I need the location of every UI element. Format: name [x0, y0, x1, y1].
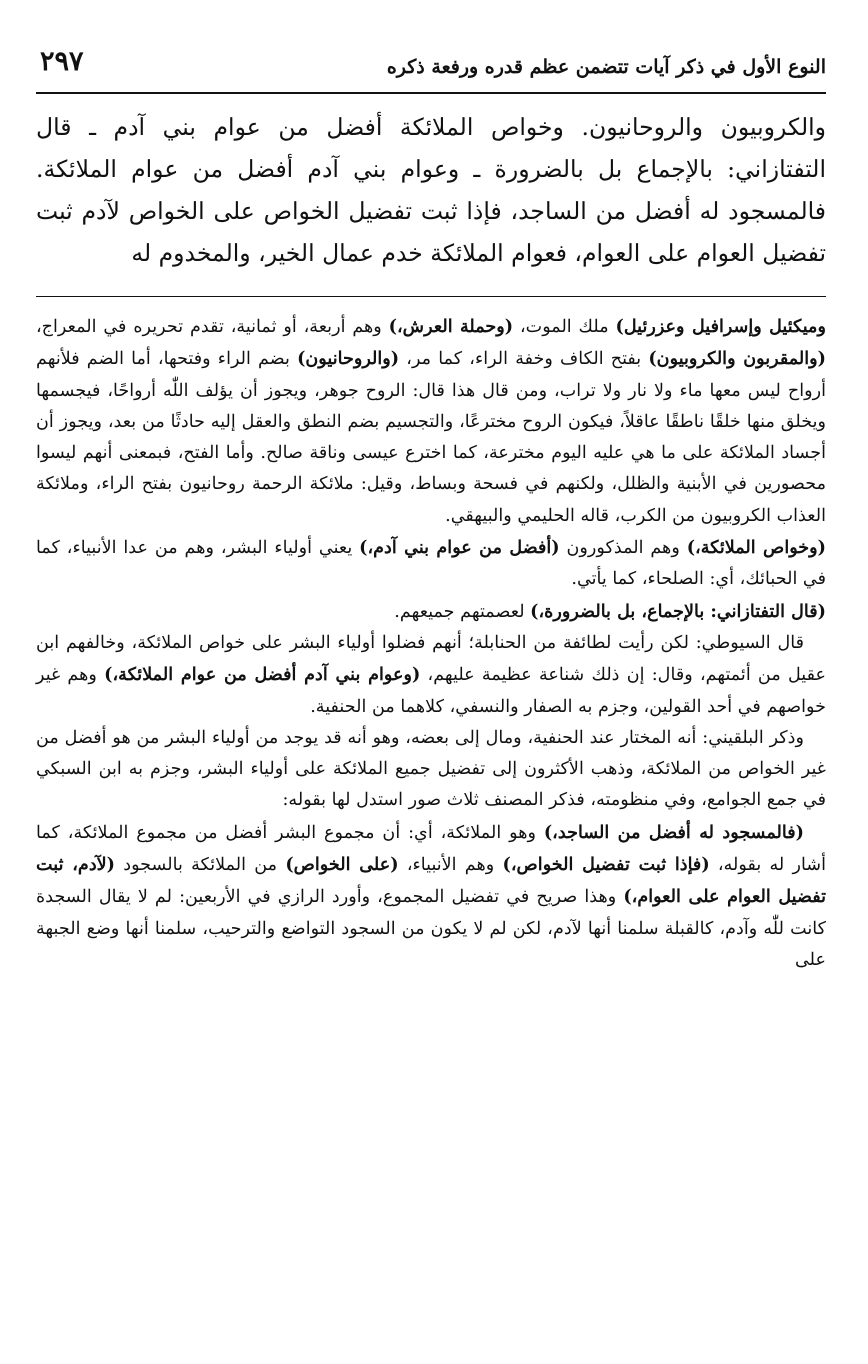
quoted-lemma: وميكئيل وإسرافيل وعزرئيل) [615, 316, 826, 337]
commentary [36, 311, 826, 976]
commentary-paragraph [36, 628, 826, 723]
main-text-paragraph: والكروبيون والروحانيون. وخواص الملائكة أفضل من عوام بني آدم ـ قال التفتازاني: بالإجماع بل بالضرورة ـ وعوام بني آدم أفضل من عوام الملائكة. فالمسجود له أفضل من الساجد، فإذا ثبت تفضيل الخواص على الخواص لآدم ثبت تفضيل العوام على العوام، فعوام الملائكة خدم عمال الخير، والمخدوم له [36, 113, 826, 267]
commentary-text: من الملائكة بالسجود [115, 855, 286, 876]
commentary-text: وهذا صريح في تفضيل المجموع، وأورد الرازي في الأربعين: لم لا يقال السجدة كانت للّٰه وآدم، كالقبلة سلمنا أنها لآدم، لكن لم لا يكون من السجود التواضع والترحيب، سلمنا أنها وضع الجبهة على [36, 887, 826, 970]
quoted-lemma: (لآدم، ثبت تفضيل العوام على العوام،) [36, 854, 827, 908]
commentary-text: وهم غير خواصهم في أحد القولين، وجزم به الصفار والنسفي، كلاهما من الحنفية. [36, 665, 826, 717]
quoted-lemma: (وحملة العرش،) [388, 316, 514, 337]
commentary-text: يعني أولياء البشر، وهم من عدا الأنبياء، كما في الحبائك، أي: الصلحاء، كما يأتي. [36, 538, 826, 590]
commentary-paragraph [36, 817, 826, 976]
commentary-paragraph [36, 311, 826, 532]
commentary-text: وهم المذكورون [559, 538, 687, 559]
page-header [36, 0, 826, 84]
commentary-text: قال السيوطي: لكن رأيت لطائفة من الحنابلة؛ أنهم فضلوا أولياء البشر على خواص الملائكة، وخالفهم ابن عقيل من أئمتهم، وقال: إن ذلك شناعة عظيمة عليهم، [36, 632, 826, 686]
commentary-text: وذكر البلقيني: أنه المختار عند الحنفية، ومال إلى بعضه، وهو أنه قد يوجد من أولياء البشر من هو أفضل من غير الخواص من الملائكة، وذهب الأكثرون إلى تفضيل جميع الملائكة على أولياء البشر، وجزم به ابن السبكي في جمع الجوامع، وفي منظومته، فذكر المصنف ثلاث صور استدل لها بقوله: [36, 727, 826, 811]
commentary-text: وهم الأنبياء، [398, 855, 503, 876]
quoted-lemma: (أفضل من عوام بني آدم،) [359, 537, 560, 559]
page-number: ٢٩٧ [40, 46, 84, 77]
quoted-lemma: (فالمسجود له أفضل من الساجد،) [543, 821, 804, 843]
quoted-lemma: (والروحانيون) [297, 348, 400, 370]
quoted-lemma: (على الخواص) [285, 854, 399, 876]
quoted-lemma: (قال التفتازاني: بالإجماع، بل بالضرورة،) [530, 600, 826, 622]
commentary-text: وهو الملائكة، أي: أن مجموع البشر أفضل من مجموع الملائكة، كما أشار له بقوله، [36, 822, 827, 876]
quoted-lemma: (فإذا ثبت تفضيل الخواص،) [502, 854, 710, 876]
main-text [36, 106, 826, 274]
quoted-lemma: (وخواص الملائكة،) [686, 537, 826, 559]
commentary-text: ملك الموت، [513, 317, 616, 337]
footnote-divider [36, 296, 826, 297]
commentary-text: بضم الراء وفتحها، أما الضم فلأنهم أرواح ليس معها ماء ولا نار ولا تراب، ومن قال هذا قال: الروح جوهر، ويجوز أن يؤلف اللّٰه أرواحًا، فيجسمها ويخلق منها خلقًا ناطقًا عاقلاً، فيكون الروح مخترعًا، والتجسيم بضم النطق والعقل إليه حادثًا من بعد، ويجوز أن أجساد الملائكة على ما هي عليه اليوم مخترعة، كما اخترع عيسى وناقة صالح. وأما الفتح، فبمعنى أنهم ليسوا محصورين في الأبنية والظلل، ولكنهم في فسحة وبساط، وقيل: ملائكة الرحمة روحانيون بفتح الراء، وملائكة العذاب الكروبيون من الكرب، قاله الحليمي والبيهقي. [36, 349, 826, 526]
commentary-paragraph [36, 596, 826, 628]
commentary-paragraph [36, 723, 826, 817]
commentary-text: لعصمتهم جميعهم. [394, 601, 531, 622]
commentary-paragraph [36, 532, 826, 596]
header-divider [36, 92, 826, 94]
quoted-lemma: (والمقربون والكروبيون) [648, 348, 826, 370]
commentary-text: وهم أربعة، أو ثمانية، تقدم تحريره في المعراج، [36, 317, 389, 337]
running-title: النوع الأول في ذكر آيات تتضمن عظم قدره ورفعة ذكره [386, 56, 826, 78]
commentary-text: بفتح الكاف وخفة الراء، كما مر، [399, 349, 649, 370]
quoted-lemma: (وعوام بني آدم أفضل من عوام الملائكة،) [104, 664, 421, 686]
